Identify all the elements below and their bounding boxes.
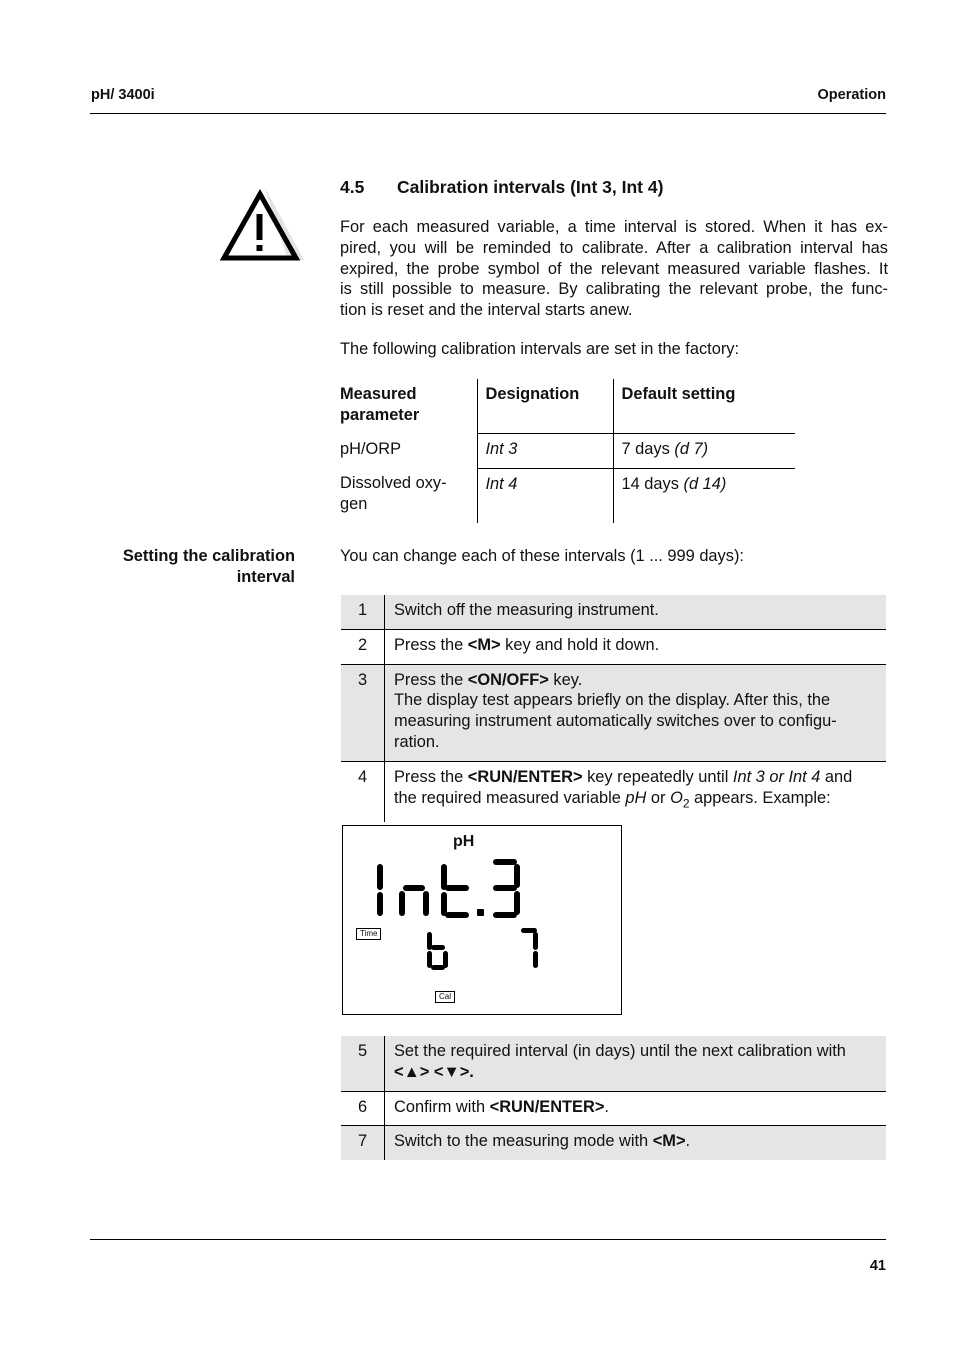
intro-line: is still possible to measure. By calibrating the relevant probe, the func- xyxy=(340,280,888,299)
step-text: Press the <RUN/ENTER> key repeatedly until Int 3 or Int 4 and the required measured variable pH or $O_2$ appears. Example: xyxy=(394,767,853,810)
time-indicator: Time xyxy=(356,928,381,940)
step-row xyxy=(341,761,886,821)
step-text: Press the <ON/OFF> key. The display test appears briefly on the display. After this, the measuring instrument automatically switches over to configu-ration. xyxy=(385,664,887,761)
step-number: 1 xyxy=(341,595,385,629)
header-measured-parameter: Measured parameter xyxy=(340,385,420,424)
cell-default: 14 days (d 14) xyxy=(613,468,795,523)
step-number: 7 xyxy=(341,1126,385,1160)
step-row xyxy=(341,595,886,629)
header-product: pH/ 3400i xyxy=(91,87,155,103)
steps-table-1 xyxy=(341,595,886,822)
section-title-text: Calibration intervals (Int 3, Int 4) xyxy=(397,177,664,197)
cell-designation: Int 3 xyxy=(477,434,613,469)
table-row xyxy=(340,434,795,469)
table-header-row xyxy=(340,379,795,434)
warning-triangle-icon xyxy=(218,184,304,264)
cell-parameter: pH/ORP xyxy=(340,439,402,458)
step-text: Press the <M> key and hold it down. xyxy=(385,629,887,664)
cell-designation: Int 4 xyxy=(477,468,613,523)
step-row xyxy=(341,629,886,664)
steps-table-2 xyxy=(341,1036,886,1160)
display-segments xyxy=(343,826,621,1014)
step-text: Switch to the measuring mode with <M>. xyxy=(385,1126,887,1160)
intro-line: expired, the probe symbol of the relevant measured variable flashes. It xyxy=(340,259,888,278)
step-row xyxy=(341,1091,886,1126)
calibration-interval-table xyxy=(340,379,795,523)
cal-indicator: Cal xyxy=(435,991,455,1003)
factory-sentence: The following calibration intervals are set in the factory: xyxy=(340,340,740,358)
change-sentence: You can change each of these intervals (1 ... 999 days): xyxy=(340,547,744,565)
step-number: 4 xyxy=(341,761,385,821)
intro-line: For each measured variable, a time interval is stored. When it has ex- xyxy=(340,218,888,236)
step-text: Switch off the measuring instrument. xyxy=(385,595,887,629)
header-designation: Designation xyxy=(477,379,613,434)
intro-line: pired, you will be reminded to calibrate. After a calibration interval has xyxy=(340,238,888,257)
step-number: 6 xyxy=(341,1091,385,1126)
intro-line: tion is reset and the interval starts anew. xyxy=(340,301,633,320)
step-text: Set the required interval (in days) until the next calibration with <▲> <▼>. xyxy=(385,1036,887,1091)
cell-default: 7 days (d 7) xyxy=(613,434,795,469)
step-number: 3 xyxy=(341,664,385,761)
display-unit: pH xyxy=(453,833,475,850)
step-number: 2 xyxy=(341,629,385,664)
side-heading: Setting the calibration interval xyxy=(122,547,295,586)
step-row xyxy=(341,1126,886,1160)
step-number: 5 xyxy=(341,1036,385,1091)
header-rule xyxy=(90,113,886,114)
page-number: 41 xyxy=(869,1258,886,1274)
section-number: 4.5 xyxy=(340,177,365,197)
step-text: Confirm with <RUN/ENTER>. xyxy=(385,1091,887,1126)
lcd-display xyxy=(342,825,622,1015)
table-row xyxy=(340,468,795,523)
intro-paragraph xyxy=(340,217,888,321)
footer-rule xyxy=(90,1239,886,1240)
header-default-setting: Default setting xyxy=(613,379,795,434)
step-row xyxy=(341,1036,886,1091)
header-section: Operation xyxy=(817,87,886,103)
step-row xyxy=(341,664,886,761)
cell-parameter: Dissolved oxy- gen xyxy=(340,474,447,514)
section-title xyxy=(340,177,663,198)
